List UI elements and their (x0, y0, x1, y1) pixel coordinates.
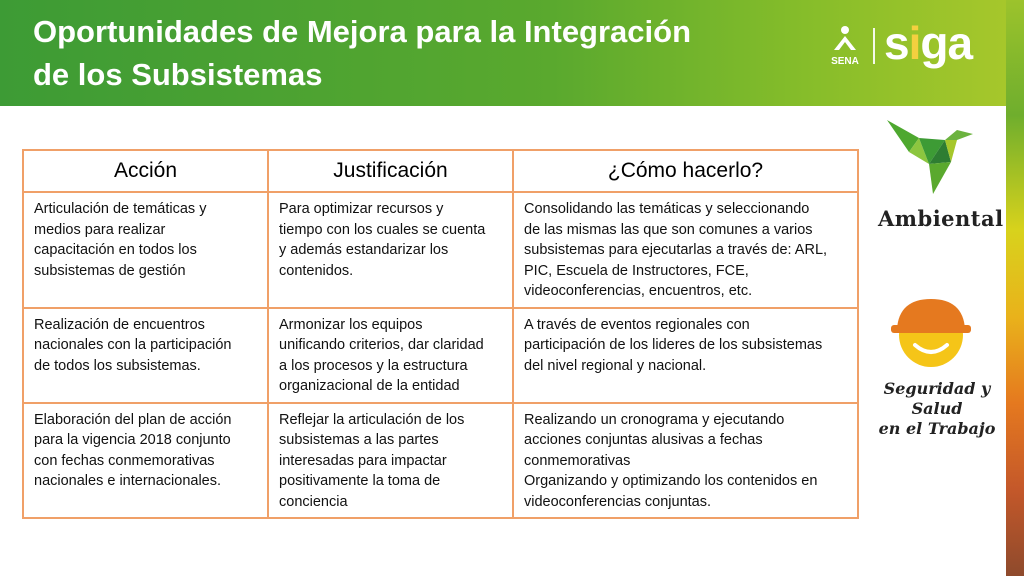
cell-como-hacerlo: Realizando un cronograma y ejecutando acciones conjuntas alusivas a fechas conmemorativas Organizando y optimizando los contenidos en videoconferencias conjuntas. (513, 403, 858, 519)
header-como-hacerlo: ¿Cómo hacerlo? (513, 150, 858, 192)
cell-accion: Realización de encuentros nacionales con la participación de todos los subsistemas. (23, 308, 268, 403)
sst-label-line-2: en el Trabajo (878, 419, 996, 438)
siga-logo (884, 18, 972, 68)
cell-accion: Articulación de temáticas y medios para realizar capacitación en todos los subsistemas de gestión (23, 192, 268, 308)
table-header-row (23, 150, 858, 192)
sst-label-line-1: Seguridad y Salud (883, 379, 991, 418)
smiling-helmet-icon (889, 295, 973, 369)
slide-title-line-1: Oportunidades de Mejora para la Integración (33, 14, 692, 49)
cell-justificacion: Armonizar los equipos unificando criterios, dar claridad a los procesos y la estructura organizacional de la entidad (268, 308, 513, 403)
siga-logo-ga: ga (920, 17, 973, 69)
sena-logo-icon (826, 24, 864, 68)
color-stripe (1006, 0, 1024, 576)
cell-accion: Elaboración del plan de acción para la vigencia 2018 conjunto con fechas conmemorativas nacionales e internacionales. (23, 403, 268, 519)
cell-justificacion: Para optimizar recursos y tiempo con los cuales se cuenta y además estandarizar los contenidos. (268, 192, 513, 308)
header-justificacion: Justificación (268, 150, 513, 192)
sena-logo-text: SENA (831, 56, 859, 67)
table-row (23, 308, 858, 403)
siga-logo-i: i (908, 17, 921, 69)
table-row (23, 192, 858, 308)
origami-bird-icon (885, 118, 980, 196)
improvement-table (22, 149, 859, 519)
cell-como-hacerlo: A través de eventos regionales con participación de los lideres de los subsistemas del nivel regional y nacional. (513, 308, 858, 403)
sst-label (862, 379, 1012, 439)
slide-title (33, 10, 803, 96)
table-row (23, 403, 858, 519)
header-accion: Acción (23, 150, 268, 192)
cell-como-hacerlo: Consolidando las temáticas y seleccionando de las mismas las que son comunes a varios subsistemas para ejecutarlas a través de: ARL, PIC, Escuela de Instructores, FCE, videoconferencias, encuentros, etc. (513, 192, 858, 308)
siga-logo-s: s (884, 17, 909, 69)
ambiental-label: Ambiental (878, 206, 1004, 231)
logo-divider (873, 28, 875, 64)
cell-justificacion: Reflejar la articulación de los subsistemas a las partes interesadas para impactar positivamente la toma de conciencia (268, 403, 513, 519)
slide-title-line-2: de los Subsistemas (33, 57, 323, 92)
